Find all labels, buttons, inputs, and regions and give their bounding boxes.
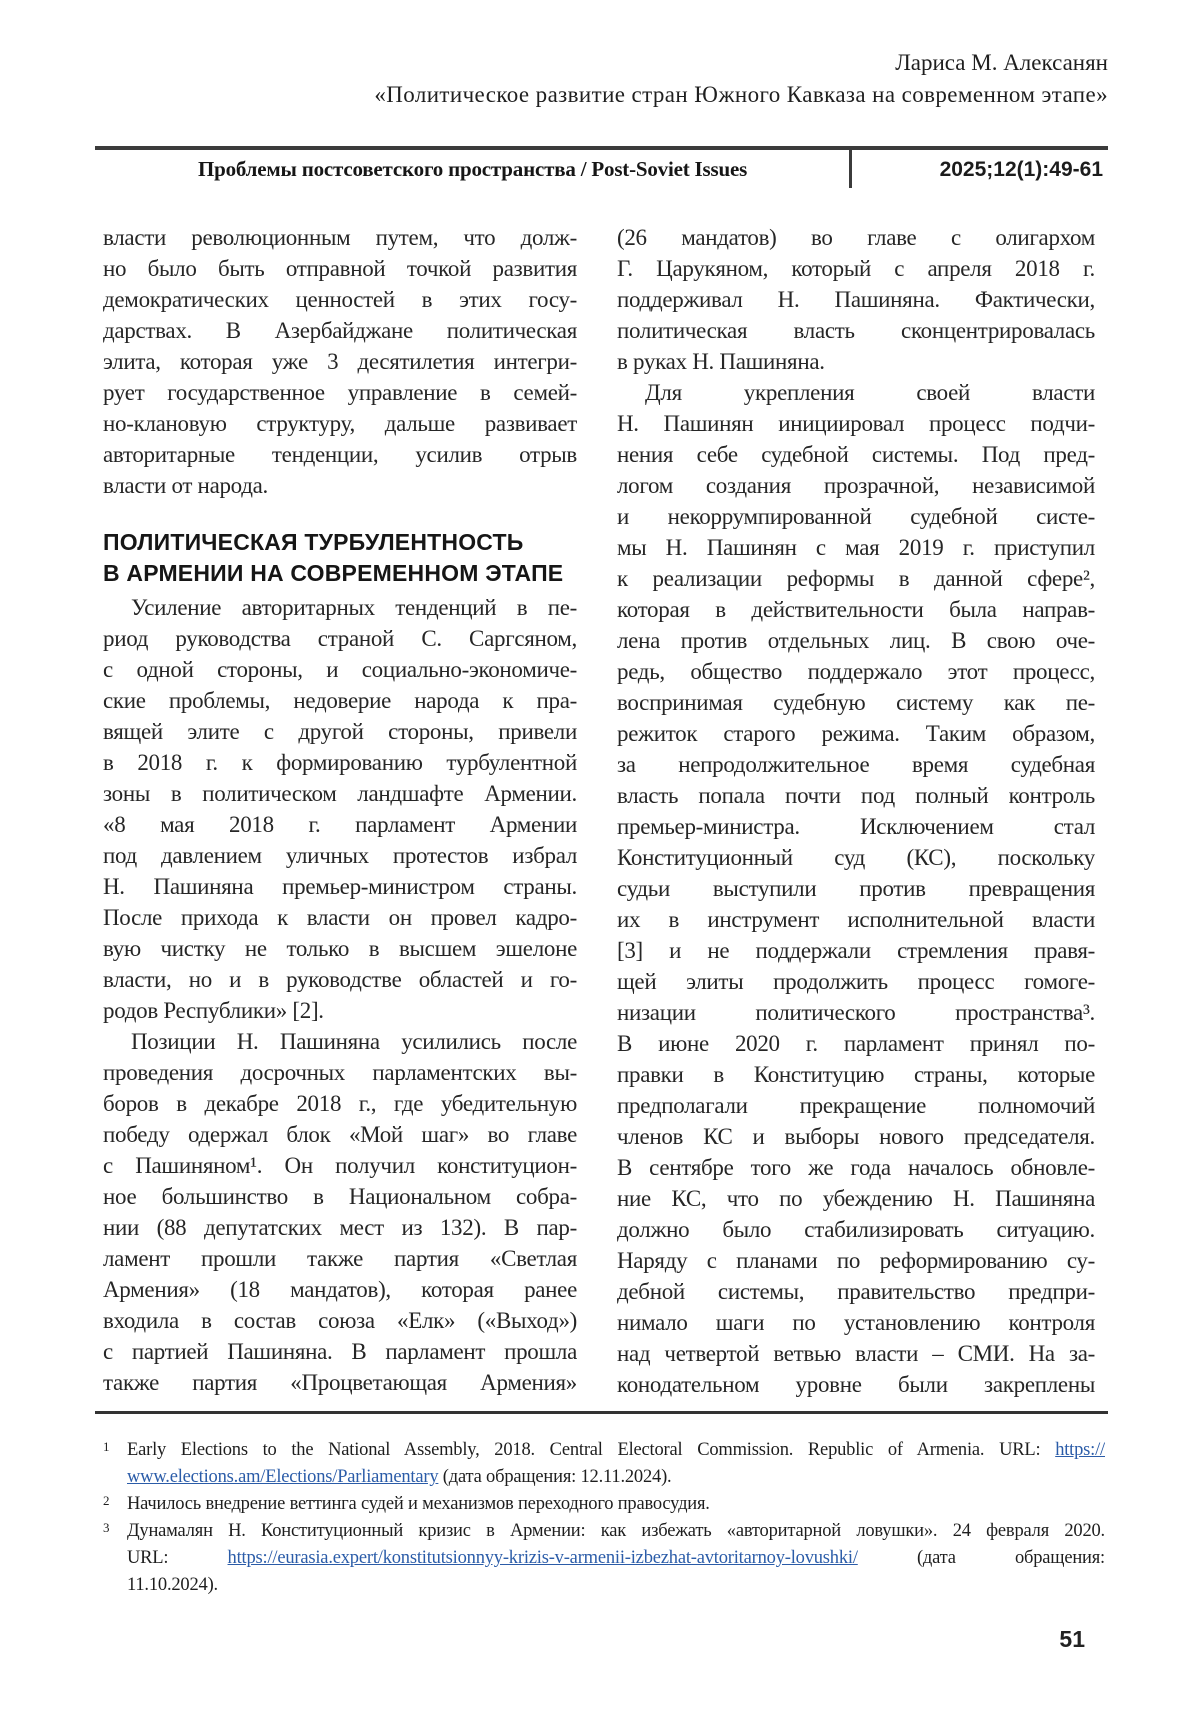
text-line: Г. Царукяном, который с апреля 2018 г. <box>617 256 1095 281</box>
header-divider <box>849 150 852 188</box>
text-line: авторитарные тенденции, усилив отрыв <box>103 442 577 467</box>
text-line: Наряду с планами по реформированию су- <box>617 1248 1095 1273</box>
text-line: Позиции Н. Пашиняна усилились после <box>131 1029 577 1054</box>
text-line: должно было стабилизировать ситуацию. <box>617 1217 1095 1242</box>
text-line: правки в Конституцию страны, которые <box>617 1062 1095 1087</box>
text-line: с Пашиняном¹. Он получил конституцион- <box>103 1153 577 1178</box>
footnote-text: Дунамалян Н. Конституционный кризис в Армении: как избежать «авторитарной ловушки». 24 февраля 2020. <box>127 1521 1105 1541</box>
text-line: элита, которая уже 3 десятилетия интегри- <box>103 349 577 374</box>
text-line: нии (88 депутатских мест из 132). В пар- <box>103 1215 577 1240</box>
text-line: к реализации реформы в данной сфере², <box>617 566 1095 591</box>
text-line: После прихода к власти он провел кадро- <box>103 905 577 930</box>
footnote-number: 1 <box>103 1439 110 1454</box>
text-line: воспринимая судебную систему как пе- <box>617 690 1095 715</box>
footnote-line <box>127 1491 1105 1518</box>
footnote-line <box>127 1545 1105 1572</box>
text-line: Н. Пашинян инициировал процесс подчи- <box>617 411 1095 436</box>
article-title-line: «Политическое развитие стран Южного Кавказа на современном этапе» <box>374 82 1108 107</box>
footnote-link[interactable]: https://eurasia.expert/konstitutsionnyy-krizis-v-armenii-izbezhat-avtoritarnoy-lovushki/ <box>227 1548 858 1568</box>
footnote-line <box>127 1464 1105 1491</box>
text-line: нимало шаги по установлению контроля <box>617 1310 1095 1335</box>
text-line: вую чистку не только в высшем эшелоне <box>103 936 577 961</box>
text-line: боров в декабре 2018 г., где убедительную <box>103 1091 577 1116</box>
text-line: проведения досрочных парламентских вы- <box>103 1060 577 1085</box>
text-line: зоны в политическом ландшафте Армении. <box>103 781 577 806</box>
issue-citation: 2025;12(1):49-61 <box>939 158 1103 181</box>
text-line: демократических ценностей в этих госу- <box>103 287 577 312</box>
footnote-link[interactable]: www.elections.am/Elections/Parliamentary <box>127 1467 439 1487</box>
section-heading-line: ПОЛИТИЧЕСКАЯ ТУРБУЛЕНТНОСТЬ <box>103 529 524 555</box>
text-line: низации политического пространства³. <box>617 1000 1095 1025</box>
text-line: политическая власть сконцентрировалась <box>617 318 1095 343</box>
footnote-number: 2 <box>103 1493 110 1508</box>
footnote-line <box>127 1518 1105 1545</box>
text-line: власть попала почти под полный контроль <box>617 783 1095 808</box>
text-line: дарствах. В Азербайджане политическая <box>103 318 577 343</box>
text-line: «8 мая 2018 г. парламент Армении <box>103 812 577 837</box>
text-line: вящей элите с другой стороны, привели <box>103 719 577 744</box>
text-line: власти, но и в руководстве областей и го- <box>103 967 577 992</box>
text-line: щей элиты продолжить процесс гомоге- <box>617 969 1095 994</box>
text-line: мы Н. Пашинян с мая 2019 г. приступил <box>617 535 1095 560</box>
journal-title: Проблемы постсоветского пространства / Post-Soviet Issues <box>197 157 748 181</box>
text-line: В сентябре того же года началось обновле- <box>617 1155 1095 1180</box>
text-line: дебной системы, правительство предпри- <box>617 1279 1095 1304</box>
text-line: поддерживал Н. Пашиняна. Фактически, <box>617 287 1095 312</box>
text-line: режиток старого режима. Таким образом, <box>617 721 1095 746</box>
text-line: которая в действительности была направ- <box>617 597 1095 622</box>
text-line: ламент прошли также партия «Светлая <box>103 1246 577 1271</box>
footnote <box>100 1518 1105 1599</box>
text-line: ние КС, что по убеждению Н. Пашиняна <box>617 1186 1095 1211</box>
text-line: с одной стороны, и социально-экономиче- <box>103 657 577 682</box>
footnotes <box>100 1437 1105 1599</box>
text-line: в руках Н. Пашиняна. <box>617 349 825 374</box>
text-line: рует государственное управление в семей- <box>103 380 577 405</box>
text-line: (26 мандатов) во главе с олигархом <box>617 225 1095 250</box>
text-line: также партия «Процветающая Армения» <box>103 1370 577 1395</box>
text-line: Конституционный суд (КС), поскольку <box>617 845 1095 870</box>
text-line: редь, общество поддержало этот процесс, <box>617 659 1095 684</box>
text-line: входила в состав союза «Елк» («Выход») <box>103 1308 577 1333</box>
text-line: Армения» (18 мандатов), которая ранее <box>103 1277 577 1302</box>
text-line: власти от народа. <box>103 473 268 498</box>
text-line: победу одержал блок «Мой шаг» во главе <box>103 1122 577 1147</box>
text-line: лена против отдельных лиц. В свою оче- <box>617 628 1095 653</box>
text-line: премьер-министра. Исключением стал <box>617 814 1095 839</box>
footnote-text: URL: <box>127 1548 228 1568</box>
text-line: [3] и не поддержали стремления правя- <box>617 938 1095 963</box>
text-line: с партией Пашиняна. В парламент прошла <box>103 1339 577 1364</box>
text-line: Для укрепления своей власти <box>645 380 1095 405</box>
text-line: родов Республики» [2]. <box>103 998 324 1023</box>
footnote-text: (дата обращения: 12.11.2024). <box>438 1467 672 1487</box>
text-line: над четвертой ветвью власти – СМИ. На за- <box>617 1341 1095 1366</box>
footnote <box>100 1437 1105 1491</box>
footnote-text: (дата обращения: <box>857 1548 1105 1568</box>
text-line: под давлением уличных протестов избрал <box>103 843 577 868</box>
text-line: В июне 2020 г. парламент принял по- <box>617 1031 1095 1056</box>
footnote-link[interactable]: https:// <box>1055 1440 1105 1460</box>
footnote <box>100 1491 1105 1518</box>
footnote-line <box>127 1572 1105 1599</box>
author-line: Лариса М. Алексанян <box>895 50 1108 75</box>
section-heading <box>103 527 577 589</box>
header-rule <box>95 146 1108 150</box>
right-column <box>617 222 1095 1400</box>
text-line: власти революционным путем, что долж- <box>103 225 577 250</box>
text-line: их в инструмент исполнительной власти <box>617 907 1095 932</box>
footnote-text: Early Elections to the National Assembly, 2018. Central Electoral Commission. Republic of Armenia. URL: <box>127 1440 1056 1460</box>
text-line: предполагали прекращение полномочий <box>617 1093 1095 1118</box>
text-line: но было быть отправной точкой развития <box>103 256 577 281</box>
text-line: судьи выступили против превращения <box>617 876 1095 901</box>
text-line: но-клановую структуру, дальше развивает <box>103 411 577 436</box>
text-line: ские проблемы, недоверие народа к пра- <box>103 688 577 713</box>
footnote-number: 3 <box>103 1520 110 1535</box>
text-line: членов КС и выборы нового председателя. <box>617 1124 1095 1149</box>
text-line: в 2018 г. к формированию турбулентной <box>103 750 577 775</box>
text-line: за непродолжительное время судебная <box>617 752 1095 777</box>
section-heading-line: В АРМЕНИИ НА СОВРЕМЕННОМ ЭТАПЕ <box>103 560 564 586</box>
text-line: конодательном уровне были закреплены <box>617 1372 1095 1397</box>
text-line: нения себе судебной системы. Под пред- <box>617 442 1095 467</box>
text-line: риод руководства страной С. Саргсяном, <box>103 626 577 651</box>
text-line: ное большинство в Национальном собра- <box>103 1184 577 1209</box>
left-column <box>103 222 577 1398</box>
footnote-text: Начилось внедрение веттинга судей и механизмов переходного правосудия. <box>127 1494 710 1514</box>
text-line: Н. Пашиняна премьер-министром страны. <box>103 874 577 899</box>
page-number: 51 <box>1059 1626 1085 1652</box>
text-line: и некоррумпированной судебной систе- <box>617 504 1095 529</box>
text-line: логом создания прозрачной, независимой <box>617 473 1095 498</box>
footnote-rule <box>95 1411 1108 1414</box>
footnote-text: 11.10.2024). <box>127 1575 218 1595</box>
footnote-line <box>127 1437 1105 1464</box>
text-line: Усиление авторитарных тенденций в пе- <box>131 595 577 620</box>
